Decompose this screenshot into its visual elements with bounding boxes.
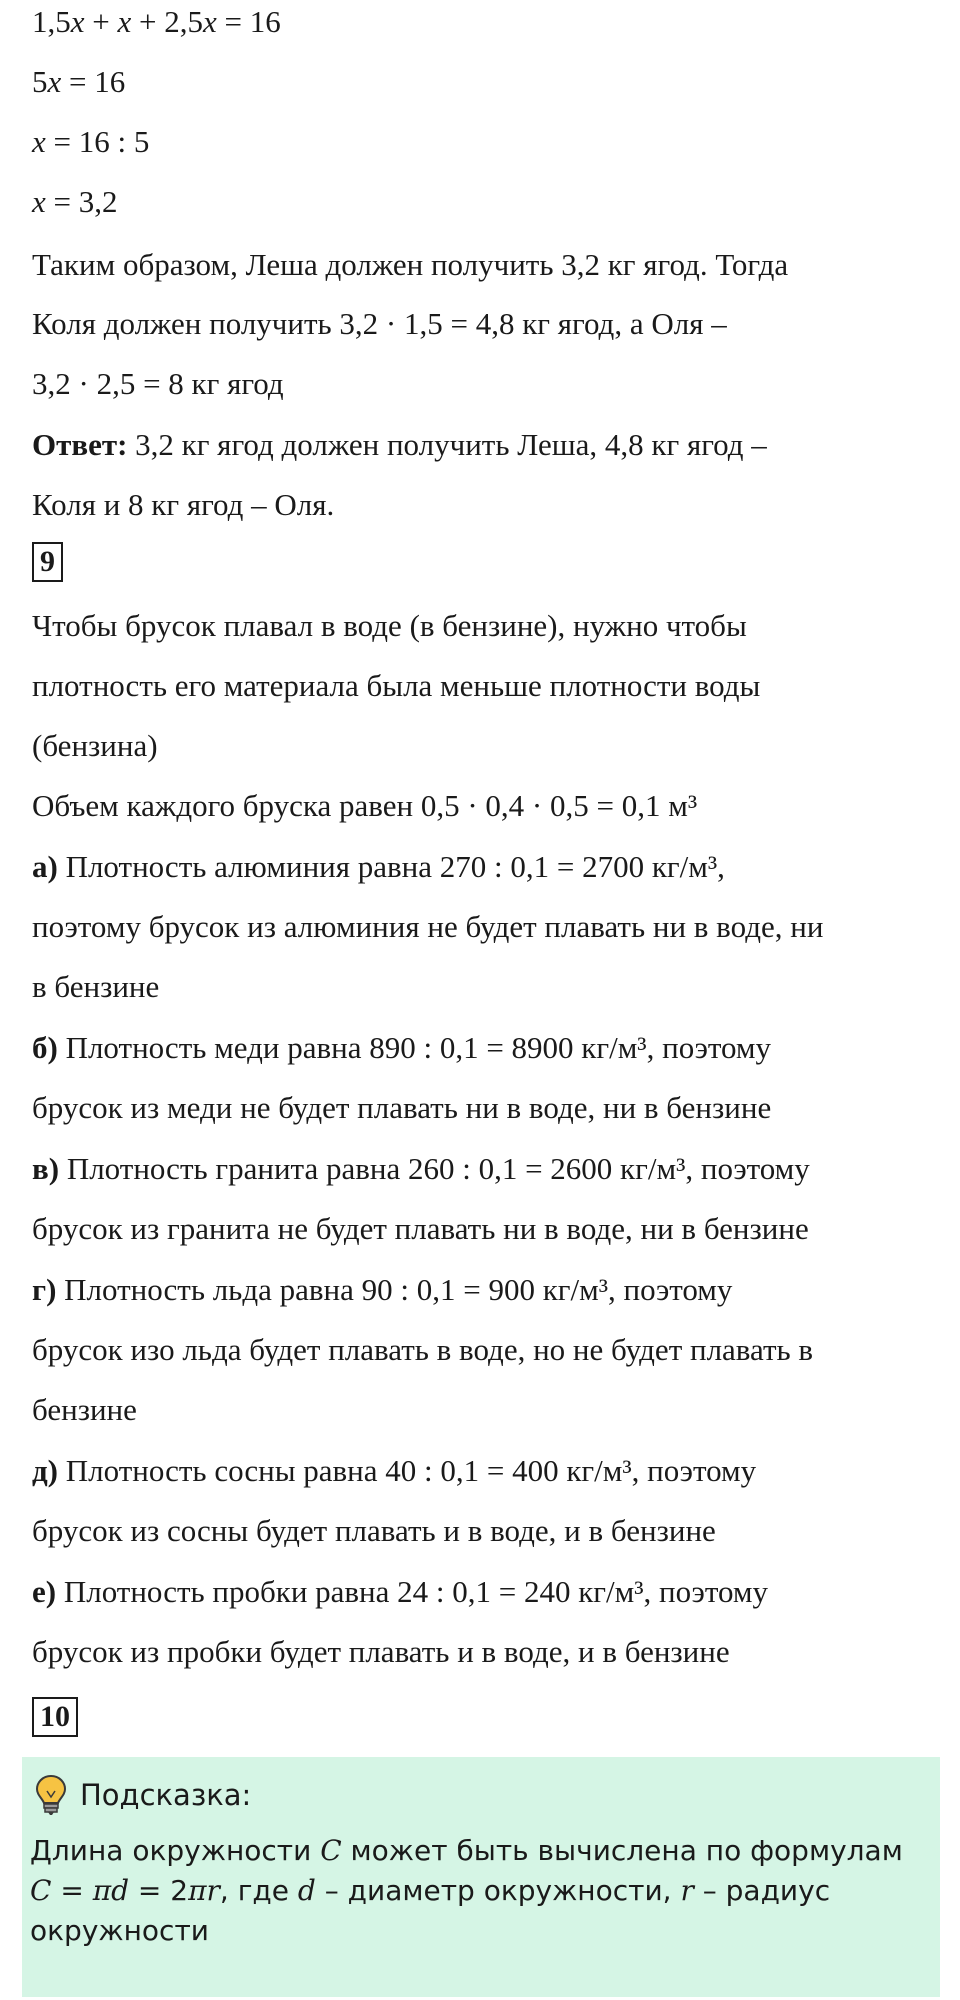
text-line: 3,2 · 2,5 = 8 кг ягод — [32, 366, 284, 401]
item-text: Плотность алюминия равна 270 : 0,1 = 2700 кг/м³, — [57, 849, 725, 884]
text-line: брусок изо льда будет плавать в воде, но не будет плавать в — [32, 1332, 814, 1367]
item-label: в) — [32, 1151, 60, 1186]
item-text: Плотность меди равна 890 : 0,1 = 8900 кг/м³, поэтому — [57, 1030, 772, 1065]
item-a — [32, 847, 725, 887]
hint-text: – радиус — [693, 1874, 831, 1907]
math-var: d — [297, 1874, 316, 1907]
text-line: в бензине — [32, 969, 160, 1004]
task-number-9: 9 — [32, 542, 63, 582]
item-text: Плотность сосны равна 40 : 0,1 = 400 кг/м³, поэтому — [58, 1453, 757, 1488]
item-e — [32, 1572, 768, 1612]
text-line: поэтому брусок из алюминия не будет плавать ни в воде, ни — [32, 909, 824, 944]
item-label: г) — [32, 1272, 57, 1307]
equation-line: x = 16 : 5 — [32, 124, 150, 159]
text-line: Чтобы брусок плавал в воде (в бензине), нужно чтобы — [32, 608, 747, 643]
text-line: брусок из меди не будет плавать ни в воде, ни в бензине — [32, 1090, 772, 1125]
hint-term: Длина окружности — [30, 1834, 312, 1867]
hint-text: = 2 — [129, 1874, 189, 1907]
hint-line-2 — [30, 1871, 830, 1911]
item-text: Плотность пробки равна 24 : 0,1 = 240 кг/м³, поэтому — [56, 1574, 768, 1609]
hint-box — [22, 1757, 940, 1997]
text-line: брусок из гранита не будет плавать ни в воде, ни в бензине — [32, 1211, 809, 1246]
math-var: r — [680, 1874, 694, 1907]
lightbulb-icon — [34, 1773, 68, 1817]
task-number-10: 10 — [32, 1697, 78, 1737]
text-line: Коля должен получить 3,2 · 1,5 = 4,8 кг ягод, а Оля – — [32, 306, 727, 341]
equation-line: 5x = 16 — [32, 64, 126, 99]
hint-text: = — [51, 1874, 93, 1907]
hint-text: , где — [219, 1874, 298, 1907]
math-var: πr — [188, 1874, 220, 1907]
answer-label: Ответ: — [32, 427, 128, 462]
text-line: брусок из пробки будет плавать и в воде, и в бензине — [32, 1634, 730, 1669]
item-label: б) — [32, 1030, 58, 1065]
item-label: д) — [32, 1453, 59, 1488]
text-line: Таким образом, Леша должен получить 3,2 кг ягод. Тогда — [32, 247, 789, 282]
answer-line — [32, 425, 767, 465]
text-line: (бензина) — [32, 728, 158, 763]
item-d — [32, 1451, 756, 1491]
hint-line-1 — [30, 1831, 903, 1871]
hint-text: может быть вычислена по формулам — [341, 1834, 903, 1867]
text-line: брусок из сосны будет плавать и в воде, и в бензине — [32, 1513, 716, 1548]
answer-text: 3,2 кг ягод должен получить Леша, 4,8 кг ягод – — [127, 427, 767, 462]
item-label: е) — [32, 1574, 57, 1609]
item-label: а) — [32, 849, 58, 884]
math-var: C — [30, 1874, 52, 1907]
text-line: Объем каждого бруска равен 0,5 · 0,4 · 0,5 = 0,1 м³ — [32, 788, 698, 823]
equation-line: 1,5x + x + 2,5x = 16 — [32, 4, 281, 39]
math-var: C — [320, 1834, 342, 1867]
hint-title: Подсказка: — [80, 1778, 252, 1812]
math-var: πd — [92, 1874, 130, 1907]
hint-line-3: окружности — [30, 1914, 209, 1947]
answer-line-2: Коля и 8 кг ягод – Оля. — [32, 487, 335, 522]
equation-line: x = 3,2 — [32, 184, 118, 219]
item-text: Плотность гранита равна 260 : 0,1 = 2600 кг/м³, поэтому — [59, 1151, 810, 1186]
item-v — [32, 1149, 810, 1189]
text-line: бензине — [32, 1392, 137, 1427]
hint-text: – диаметр окружности, — [315, 1874, 681, 1907]
item-g — [32, 1270, 732, 1310]
item-text: Плотность льда равна 90 : 0,1 = 900 кг/м³, поэтому — [56, 1272, 733, 1307]
item-b — [32, 1028, 771, 1068]
text-line: плотность его материала была меньше плотности воды — [32, 668, 761, 703]
